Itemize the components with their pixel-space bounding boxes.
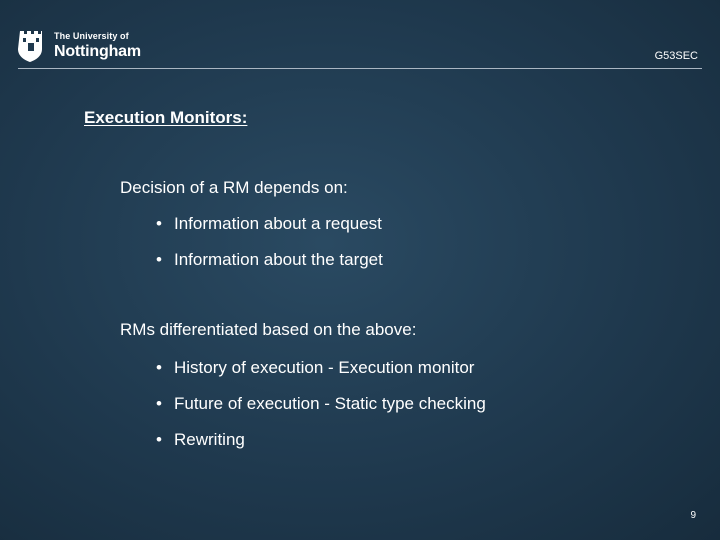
section-heading: Decision of a RM depends on: xyxy=(120,178,348,197)
list-item xyxy=(156,430,245,450)
slide-title: Execution Monitors: xyxy=(84,108,248,127)
bullet-icon: • xyxy=(156,430,162,449)
bullet-text: Information about a request xyxy=(174,214,382,233)
bullet-icon: • xyxy=(156,214,162,233)
castle-crest-icon xyxy=(18,29,44,63)
bullet-text: Rewriting xyxy=(174,430,245,449)
list-item xyxy=(156,250,383,270)
list-item xyxy=(156,394,486,414)
header-divider xyxy=(18,68,702,69)
page-number: 9 xyxy=(690,510,696,521)
list-item xyxy=(156,358,474,378)
bullet-icon: • xyxy=(156,358,162,377)
bullet-icon: • xyxy=(156,250,162,269)
list-item xyxy=(156,214,382,234)
university-prefix: The University of xyxy=(54,31,129,41)
bullet-text: Future of execution - Static type checking xyxy=(174,394,486,413)
section-heading: RMs differentiated based on the above: xyxy=(120,320,417,339)
bullet-text: Information about the target xyxy=(174,250,383,269)
university-logo xyxy=(18,28,141,64)
bullet-text: History of execution - Execution monitor xyxy=(174,358,475,377)
university-name: Nottingham xyxy=(54,43,141,60)
bullet-icon: • xyxy=(156,394,162,413)
course-code: G53SEC xyxy=(654,50,698,62)
